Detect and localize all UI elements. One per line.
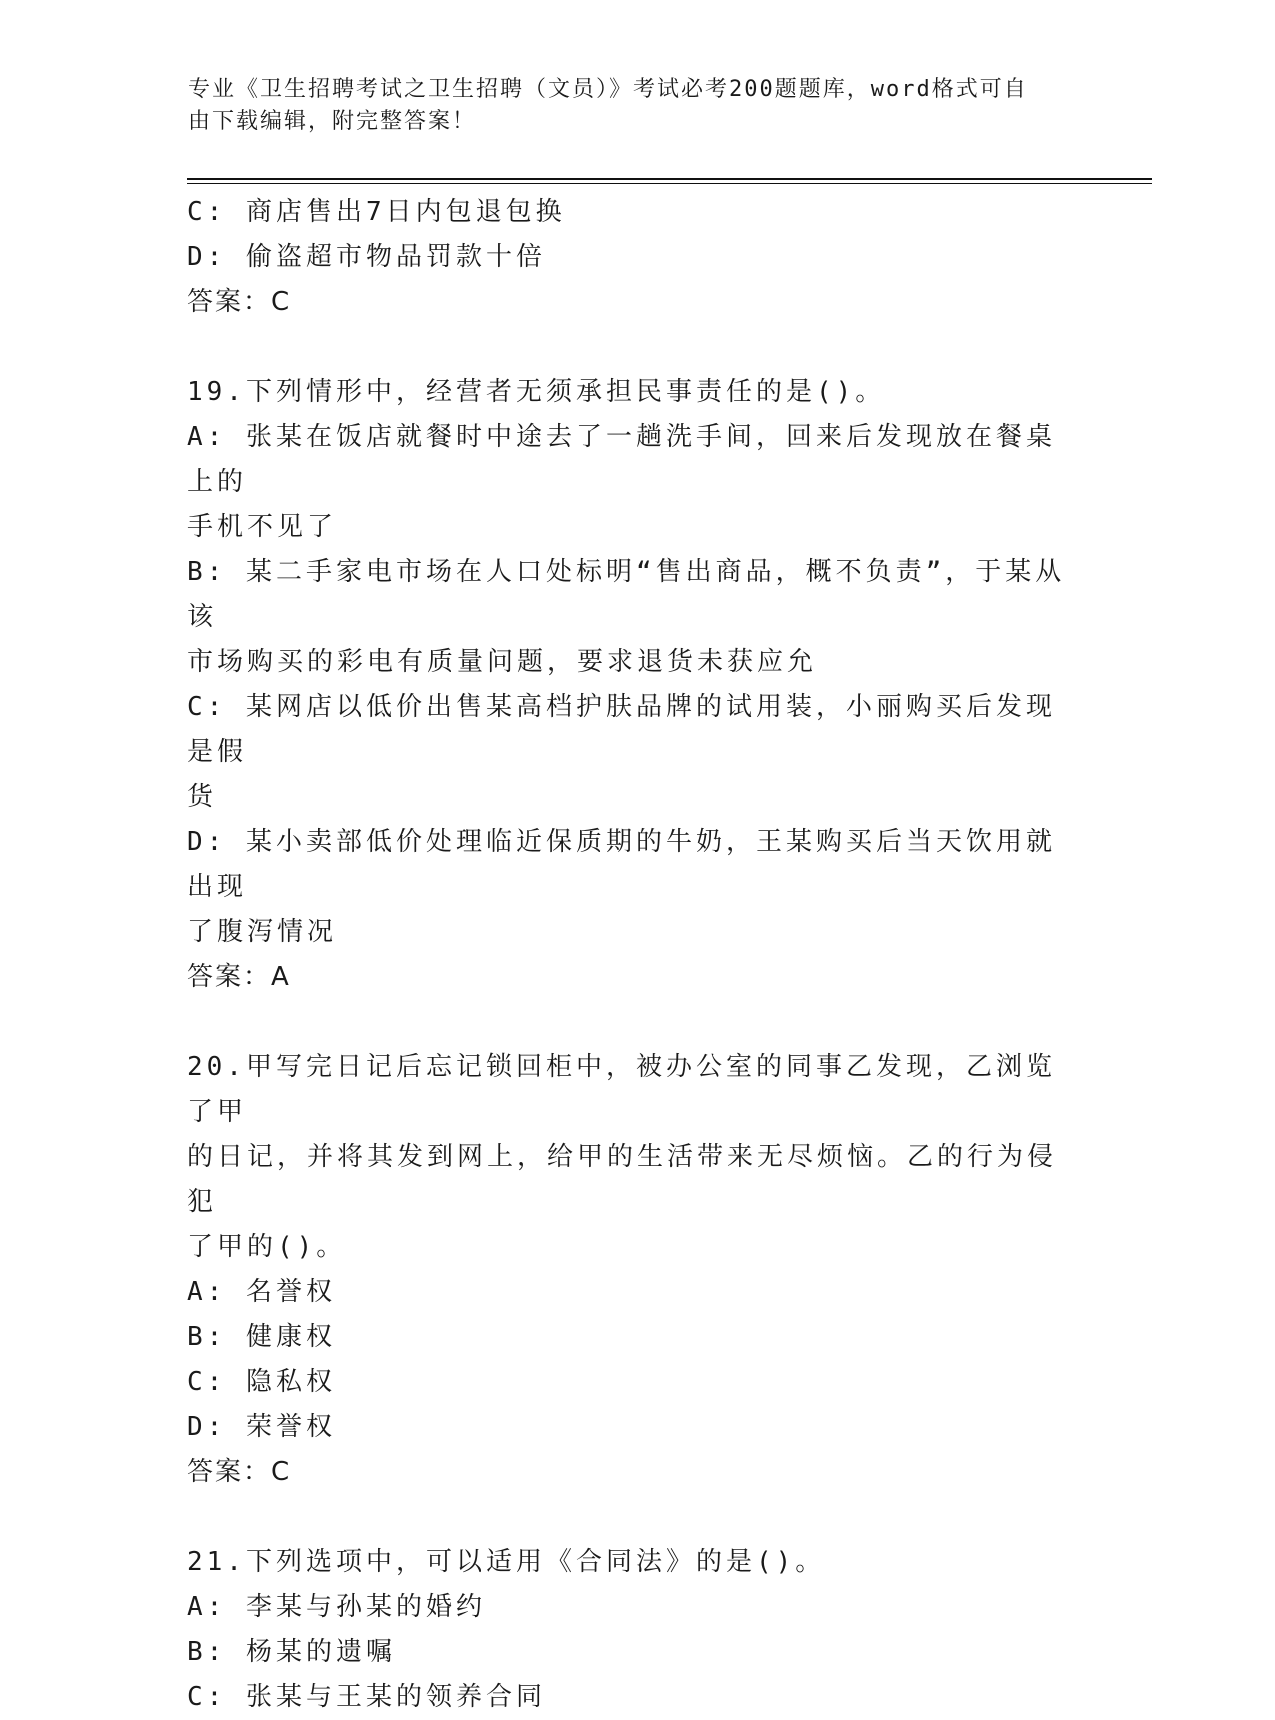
option-b-line-1: B: 某二手家电市场在人口处标明“售出商品，概不负责”，于某从该 <box>187 557 1066 632</box>
question-19 <box>187 370 1077 1000</box>
header-rule-thick <box>187 178 1152 180</box>
question-stem: 19.下列情形中，经营者无须承担民事责任的是()。 <box>187 377 886 407</box>
option-d-line-2: 了腹泻情况 <box>187 917 338 947</box>
question-20 <box>187 1045 1077 1495</box>
header-line-1: 专业《卫生招聘考试之卫生招聘（文员）》考试必考200题题库，word格式可自 <box>188 77 1028 102</box>
question-stem-line-2: 的日记，并将其发到网上，给甲的生活带来无尽烦恼。乙的行为侵犯 <box>187 1142 1058 1217</box>
question-stem-line-3: 了甲的()。 <box>187 1232 347 1262</box>
option-c: C: 商店售出7日内包退包换 <box>187 197 566 227</box>
option-c: C: 张某与王某的领养合同 <box>187 1682 546 1712</box>
question-content <box>187 190 1077 1720</box>
option-b: B: 健康权 <box>187 1322 336 1352</box>
answer: 答案：C <box>187 287 292 317</box>
option-d: D: 偷盗超市物品罚款十倍 <box>187 242 546 272</box>
option-a: A: 名誉权 <box>187 1277 336 1307</box>
question-18-tail <box>187 190 1077 325</box>
document-header <box>188 74 1068 138</box>
option-a: A: 李某与孙某的婚约 <box>187 1592 486 1622</box>
header-line-2: 由下载编辑，附完整答案！ <box>188 109 477 134</box>
option-d: D: 荣誉权 <box>187 1412 336 1442</box>
option-d-line-1: D: 某小卖部低价处理临近保质期的牛奶，王某购买后当天饮用就出现 <box>187 827 1056 902</box>
answer: 答案：C <box>187 1457 292 1487</box>
spacer <box>187 325 1077 370</box>
question-21 <box>187 1540 1077 1720</box>
option-a-line-1: A: 张某在饭店就餐时中途去了一趟洗手间，回来后发现放在餐桌上的 <box>187 422 1056 497</box>
option-c: C: 隐私权 <box>187 1367 336 1397</box>
spacer <box>187 1000 1077 1045</box>
option-b-line-2: 市场购买的彩电有质量问题，要求退货未获应允 <box>187 647 818 677</box>
question-stem: 21.下列选项中，可以适用《合同法》的是()。 <box>187 1547 826 1577</box>
header-rule-thin <box>187 183 1152 184</box>
option-b: B: 杨某的遗嘱 <box>187 1637 396 1667</box>
spacer <box>187 1495 1077 1540</box>
option-c-line-2: 货 <box>187 782 218 812</box>
option-a-line-2: 手机不见了 <box>187 512 338 542</box>
option-c-line-1: C: 某网店以低价出售某高档护肤品牌的试用装，小丽购买后发现是假 <box>187 692 1056 767</box>
answer: 答案：A <box>187 962 291 992</box>
question-stem-line-1: 20.甲写完日记后忘记锁回柜中，被办公室的同事乙发现，乙浏览了甲 <box>187 1052 1056 1127</box>
